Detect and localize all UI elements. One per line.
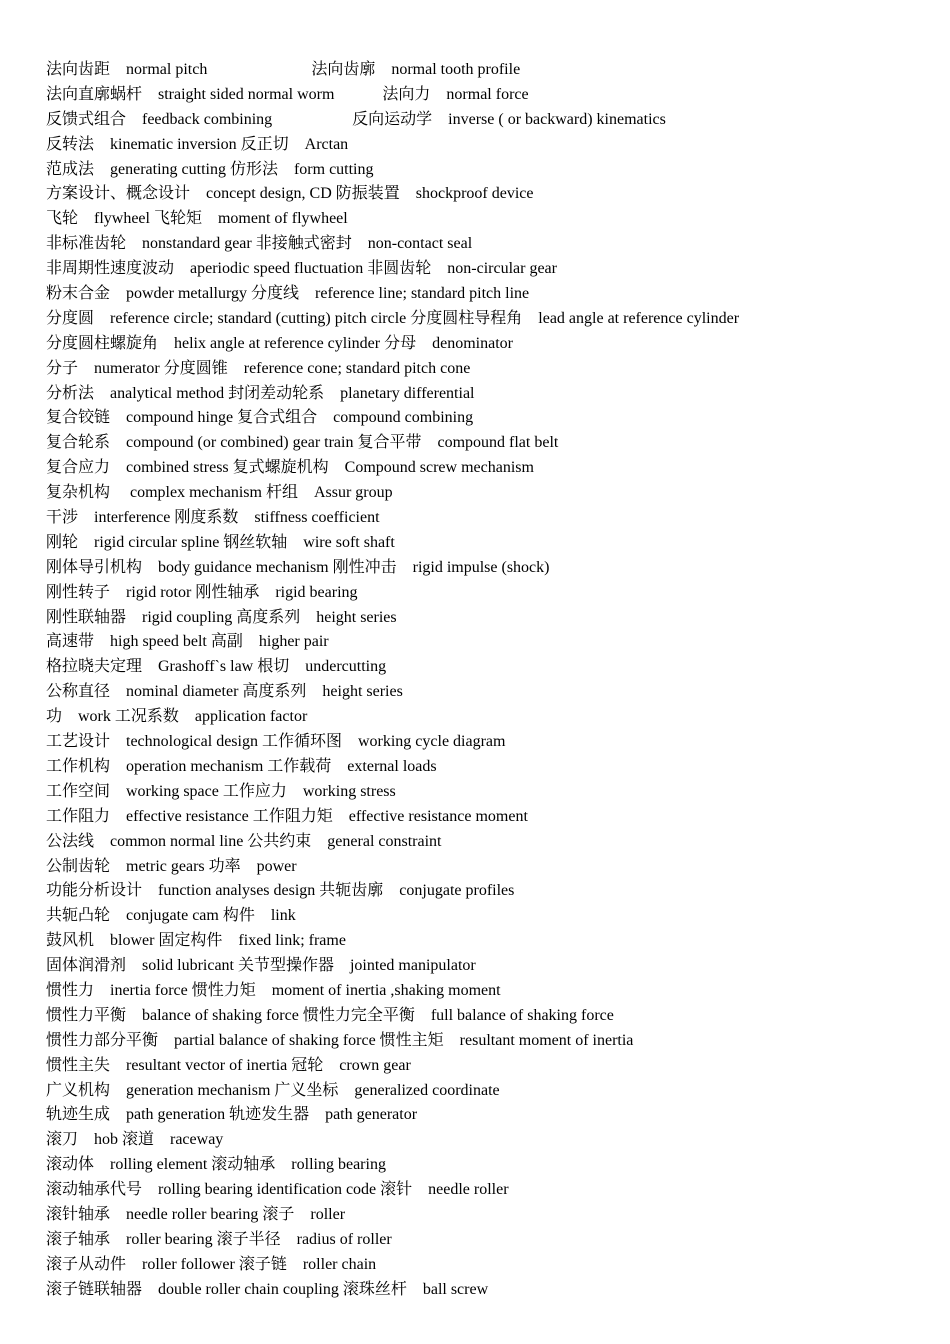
glossary-line: 公制齿轮 metric gears 功率 power bbox=[46, 857, 297, 875]
glossary-line: 公法线 common normal line 公共约束 general constraint bbox=[46, 832, 442, 850]
glossary-line: 复合轮系 compound (or combined) gear train 复合平带 compound flat belt bbox=[46, 434, 559, 452]
glossary-line: 复合应力 combined stress 复式螺旋机构 Compound screw mechanism bbox=[46, 459, 534, 477]
glossary-line: 滚子链联轴器 double roller chain coupling 滚珠丝杆 ball screw bbox=[46, 1280, 489, 1298]
glossary-line: 工作空间 working space 工作应力 working stress bbox=[46, 782, 396, 800]
glossary-line: 惯性主失 resultant vector of inertia 冠轮 crown gear bbox=[46, 1056, 411, 1074]
glossary-line: 复合铰链 compound hinge 复合式组合 compound combining bbox=[46, 409, 474, 427]
glossary-line: 刚轮 rigid circular spline 钢丝软轴 wire soft shaft bbox=[46, 533, 395, 551]
glossary-line: 刚性转子 rigid rotor 刚性轴承 rigid bearing bbox=[46, 583, 358, 601]
glossary-line: 滚动轴承代号 rolling bearing identification code 滚针 needle roller bbox=[46, 1181, 509, 1199]
glossary-line: 飞轮 flywheel 飞轮矩 moment of flywheel bbox=[46, 210, 348, 228]
glossary-line: 法向齿距 normal pitch 法向齿廓 normal tooth profile bbox=[46, 61, 521, 78]
glossary-line: 分度圆柱螺旋角 helix angle at reference cylinder 分母 denominator bbox=[46, 334, 513, 352]
glossary-line: 粉末合金 powder metallurgy 分度线 reference line; standard pitch line bbox=[46, 285, 530, 303]
glossary-line: 刚体导引机构 body guidance mechanism 刚性冲击 rigid impulse (shock) bbox=[46, 558, 550, 576]
glossary-line: 干涉 interference 刚度系数 stiffness coefficient bbox=[46, 509, 380, 527]
glossary-line: 工作机构 operation mechanism 工作载荷 external loads bbox=[46, 757, 437, 775]
glossary-line: 惯性力平衡 balance of shaking force 惯性力完全平衡 full balance of shaking force bbox=[46, 1006, 614, 1024]
glossary-line: 功 work 工况系数 application factor bbox=[46, 708, 308, 726]
glossary-line: 分析法 analytical method 封闭差动轮系 planetary differential bbox=[46, 384, 475, 402]
glossary-line: 功能分析设计 function analyses design 共轭齿廓 conjugate profiles bbox=[46, 882, 515, 900]
glossary-line: 滚子轴承 roller bearing 滚子半径 radius of roller bbox=[46, 1230, 392, 1248]
glossary-line: 分度圆 reference circle; standard (cutting) pitch circle 分度圆柱导程角 lead angle at reference cylinder bbox=[46, 309, 740, 327]
glossary-line: 非周期性速度波动 aperiodic speed fluctuation 非圆齿轮 non-circular gear bbox=[46, 260, 557, 278]
glossary-line: 格拉晓夫定理 Grashoff`s law 根切 undercutting bbox=[46, 658, 387, 676]
glossary-line: 法向直廓蜗杆 straight sided normal worm 法向力 normal force bbox=[46, 85, 529, 103]
glossary-line: 广义机构 generation mechanism 广义坐标 generalized coordinate bbox=[46, 1081, 500, 1099]
glossary-line: 工艺设计 technological design 工作循环图 working cycle diagram bbox=[46, 733, 506, 751]
glossary-line: 高速带 high speed belt 高副 higher pair bbox=[46, 633, 329, 651]
glossary-line: 刚性联轴器 rigid coupling 高度系列 height series bbox=[46, 608, 397, 626]
glossary-line: 范成法 generating cutting 仿形法 form cutting bbox=[46, 160, 374, 178]
glossary-line: 共轭凸轮 conjugate cam 构件 link bbox=[46, 907, 296, 925]
glossary-line: 惯性力 inertia force 惯性力矩 moment of inertia ,shaking moment bbox=[46, 981, 501, 999]
glossary-line: 非标准齿轮 nonstandard gear 非接触式密封 non-contact seal bbox=[46, 235, 473, 253]
glossary-line: 鼓风机 blower 固定构件 fixed link; frame bbox=[46, 932, 346, 950]
glossary-line: 反馈式组合 feedback combining 反向运动学 inverse ( or backward) kinematics bbox=[46, 110, 666, 128]
glossary-line: 惯性力部分平衡 partial balance of shaking force 惯性主矩 resultant moment of inertia bbox=[46, 1031, 634, 1049]
glossary-line: 工作阻力 effective resistance 工作阻力矩 effective resistance moment bbox=[46, 807, 528, 825]
glossary-line: 复杂机构 complex mechanism 杆组 Assur group bbox=[46, 484, 393, 502]
glossary-line: 滚针轴承 needle roller bearing 滚子 roller bbox=[46, 1205, 346, 1223]
glossary-line: 公称直径 nominal diameter 高度系列 height series bbox=[46, 683, 403, 701]
glossary-line: 固体润滑剂 solid lubricant 关节型操作器 jointed manipulator bbox=[46, 957, 476, 975]
glossary-line: 分子 numerator 分度圆锥 reference cone; standard pitch cone bbox=[46, 359, 471, 377]
glossary-line: 轨迹生成 path generation 轨迹发生器 path generator bbox=[46, 1106, 418, 1124]
glossary-line: 反转法 kinematic inversion 反正切 Arctan bbox=[46, 135, 349, 153]
glossary-document bbox=[46, 58, 926, 1303]
glossary-line: 方案设计、概念设计 concept design, CD 防振装置 shockproof device bbox=[46, 185, 534, 203]
glossary-line: 滚子从动件 roller follower 滚子链 roller chain bbox=[46, 1255, 377, 1273]
glossary-line: 滚刀 hob 滚道 raceway bbox=[46, 1131, 224, 1149]
glossary-line: 滚动体 rolling element 滚动轴承 rolling bearing bbox=[46, 1156, 386, 1174]
